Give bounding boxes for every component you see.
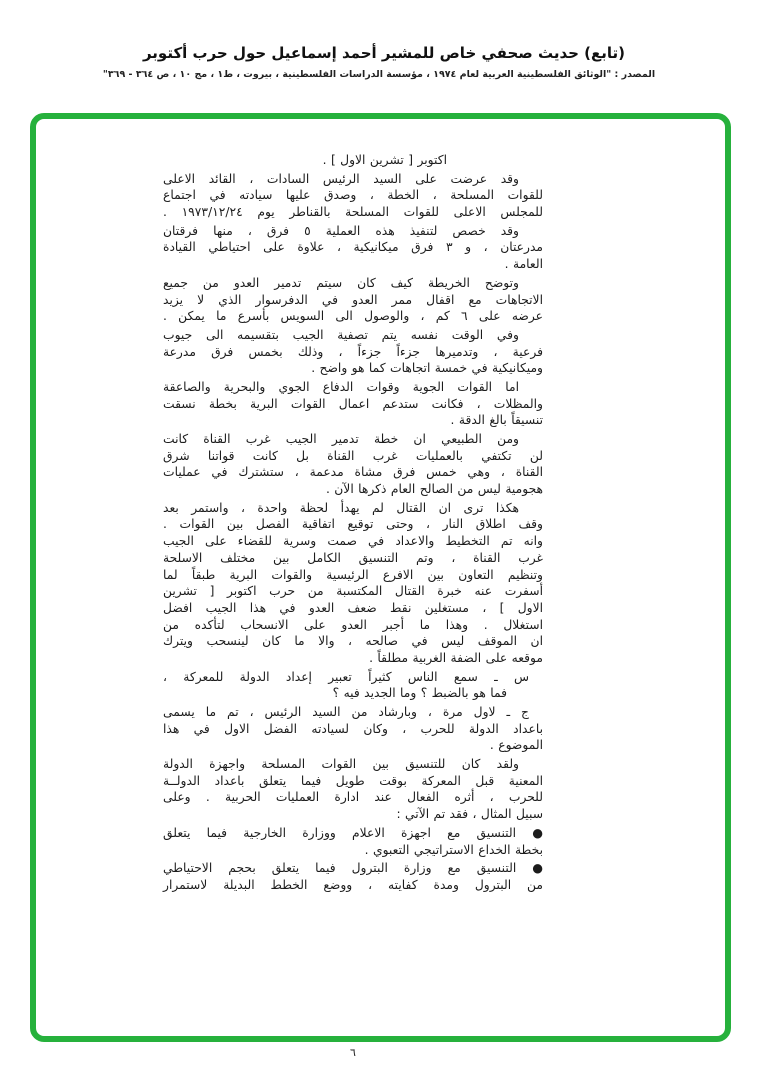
paragraph	[163, 275, 543, 325]
text-line: اما القوات الجوية وقوات الدفاع الجوي والبحرية والصاعقة	[163, 379, 519, 394]
body-text-column	[163, 152, 543, 896]
text-line: ● التنسيق مع اجهزة الاعلام ووزارة الخارجية فيما يتعلق	[163, 825, 543, 840]
document-title: (تابع) حديث صحفي خاص للمشير أحمد إسماعيل حول حرب أكتوبر	[142, 44, 626, 62]
page-number: ٦	[350, 1046, 356, 1059]
text-line: سبيل المثال ، فقد تم الآتي :	[396, 807, 543, 822]
text-line: الاول ] ، مستغلين نقط ضعف العدو في هذا الجيب افضل	[163, 600, 543, 615]
document-header	[0, 44, 758, 80]
paragraph	[163, 756, 543, 823]
paragraph	[163, 327, 543, 377]
text-line: ● التنسيق مع وزارة البترول فيما يتعلق بحجم الاحتياطي	[163, 861, 543, 876]
text-line: استغلال . وهذا ما أجبر العدو على الانسحاب لتأكده من	[163, 617, 543, 632]
text-line: ولقد كان للتنسيق بين القوات المسلحة واجهزة الدولة	[163, 757, 519, 772]
text-line: من البترول ومدة كفايته ، ووضع الخطط البديلة لاستمرار	[163, 877, 543, 892]
paragraph	[163, 379, 543, 429]
text-line: هكذا ترى ان القتال لم يهدأ لحظة واحدة ، واستمر بعد	[163, 500, 519, 515]
paragraph	[163, 223, 543, 273]
text-line: وقد خصص لتنفيذ هذه العملية ٥ فرق ، منها فرقتان	[163, 223, 519, 238]
text-line: ومن الطبيعي ان خطة تدمير الجيب غرب القناة كانت	[163, 432, 519, 446]
text-line: عرضه على ٦ كم ، والوصول الى السويس بأسرع ما يمكن .	[163, 309, 543, 324]
text-line: وتنظيم التعاون بين الافرع الرئيسية والقوات البرية طبقاً لما	[163, 567, 543, 582]
text-line: هجومية ليس من الصالح العام ذكرها الآن .	[325, 482, 543, 497]
text-line: لن تكتفي بالعمليات غرب القناة بل كانت قواتنا شرق	[163, 448, 543, 463]
text-line: الموضوع .	[489, 738, 543, 753]
text-line: للحرب ، أثره الفعال عند ادارة العمليات الحربية . وعلى	[163, 790, 543, 805]
text-line: ان الموقف ليس في صالحه ، والا ما كان لينسحب ويترك	[163, 634, 543, 649]
text-line: تنسيقاً بالغ الدقة .	[450, 413, 543, 428]
text-line: غرب القناة ، وتم التنسيق الكامل بين مختلف الاسلحة	[163, 550, 543, 565]
text-line: فما هو بالضبط ؟ وما الجديد فيه ؟	[332, 686, 507, 701]
text-line: مدرعتان ، و ٣ فرق ميكانيكية ، علاوة على احتياطي القيادة	[163, 240, 543, 255]
text-line: للقوات المسلحة ، الخطة ، وصدق عليها سيادته في اجتماع	[163, 188, 543, 203]
text-line: والمظلات ، فكانت ستدعم اعمال القوات البرية بخطة نسقت	[163, 396, 543, 411]
paragraph	[163, 431, 543, 498]
text-line: وقد عرضت على السيد الرئيس السادات ، القائد الاعلى	[163, 171, 519, 186]
text-line: س ـ سمع الناس كثيراً تعبير إعداد الدولة للمعركة ،	[163, 669, 529, 684]
text-line: وميكانيكية في خمسة اتجاهات كما هو واضح .	[311, 361, 543, 376]
paragraph	[163, 152, 543, 169]
paragraph	[163, 825, 543, 858]
text-line: اكتوبر [ تشرين الاول ] .	[322, 153, 447, 167]
text-line: الاتجاهات مع اقفال ممر العدو في الدفرسوار الذي لا يزيد	[163, 292, 543, 307]
text-line: وتوضح الخريطة كيف كان سيتم تدمير العدو من جميع	[163, 275, 519, 290]
text-line: وقف اطلاق النار ، وحتى توقيع اتفاقية الفصل بين القوات .	[163, 517, 543, 532]
text-line: فرعية ، وتدميرها جزءاً جزءاً ، وذلك بخمس فرق مدرعة	[163, 344, 543, 359]
paragraph	[163, 171, 543, 221]
paragraph	[163, 500, 543, 667]
text-line: بخطة الخداع الاستراتيجي التعبوي .	[364, 842, 543, 857]
text-line: وفي الوقت نفسه يتم تصفية الجيب بتقسيمه الى جيوب	[163, 327, 519, 342]
text-line: باعداد الدولة للحرب ، وكان لسيادته الفضل الاول في هذا	[163, 721, 543, 736]
text-line: وانه تم التخطيط والاعداد في صمت وسرية للقضاء على الجيب	[163, 534, 543, 549]
paragraph	[163, 704, 543, 754]
text-line: العامة .	[504, 257, 543, 272]
paragraph	[163, 860, 543, 893]
text-line: المعنية قبل المعركة بوقت طويل فيما يتعلق باعداد الدولــة	[163, 773, 543, 788]
text-line: أسفرت عنه خبرة القتال المكتسبة من حرب اكتوبر [ تشرين	[163, 584, 543, 599]
text-line: للمجلس الاعلى للقوات المسلحة بالقناطر يوم ١٩٧٣/١٢/٢٤ .	[163, 205, 544, 220]
text-line: موقعه على الضفة الغربية مطلقاً .	[369, 650, 543, 665]
source-citation: المصدر : "الوثائق الفلسطينية العربية لعام ١٩٧٤ ، مؤسسة الدراسات الفلسطينية ، بيروت ، ط١ ، مج ١٠ ، ص ٣٦٤ - ٣٦٩"	[102, 69, 656, 80]
paragraph	[163, 669, 543, 702]
text-line: القناة ، وهي خمس فرق مشاة مدعمة ، ستشترك في عمليات	[163, 465, 543, 480]
text-line: ج ـ لاول مرة ، وبارشاد من السيد الرئيس ، تم ما يسمى	[163, 705, 529, 719]
